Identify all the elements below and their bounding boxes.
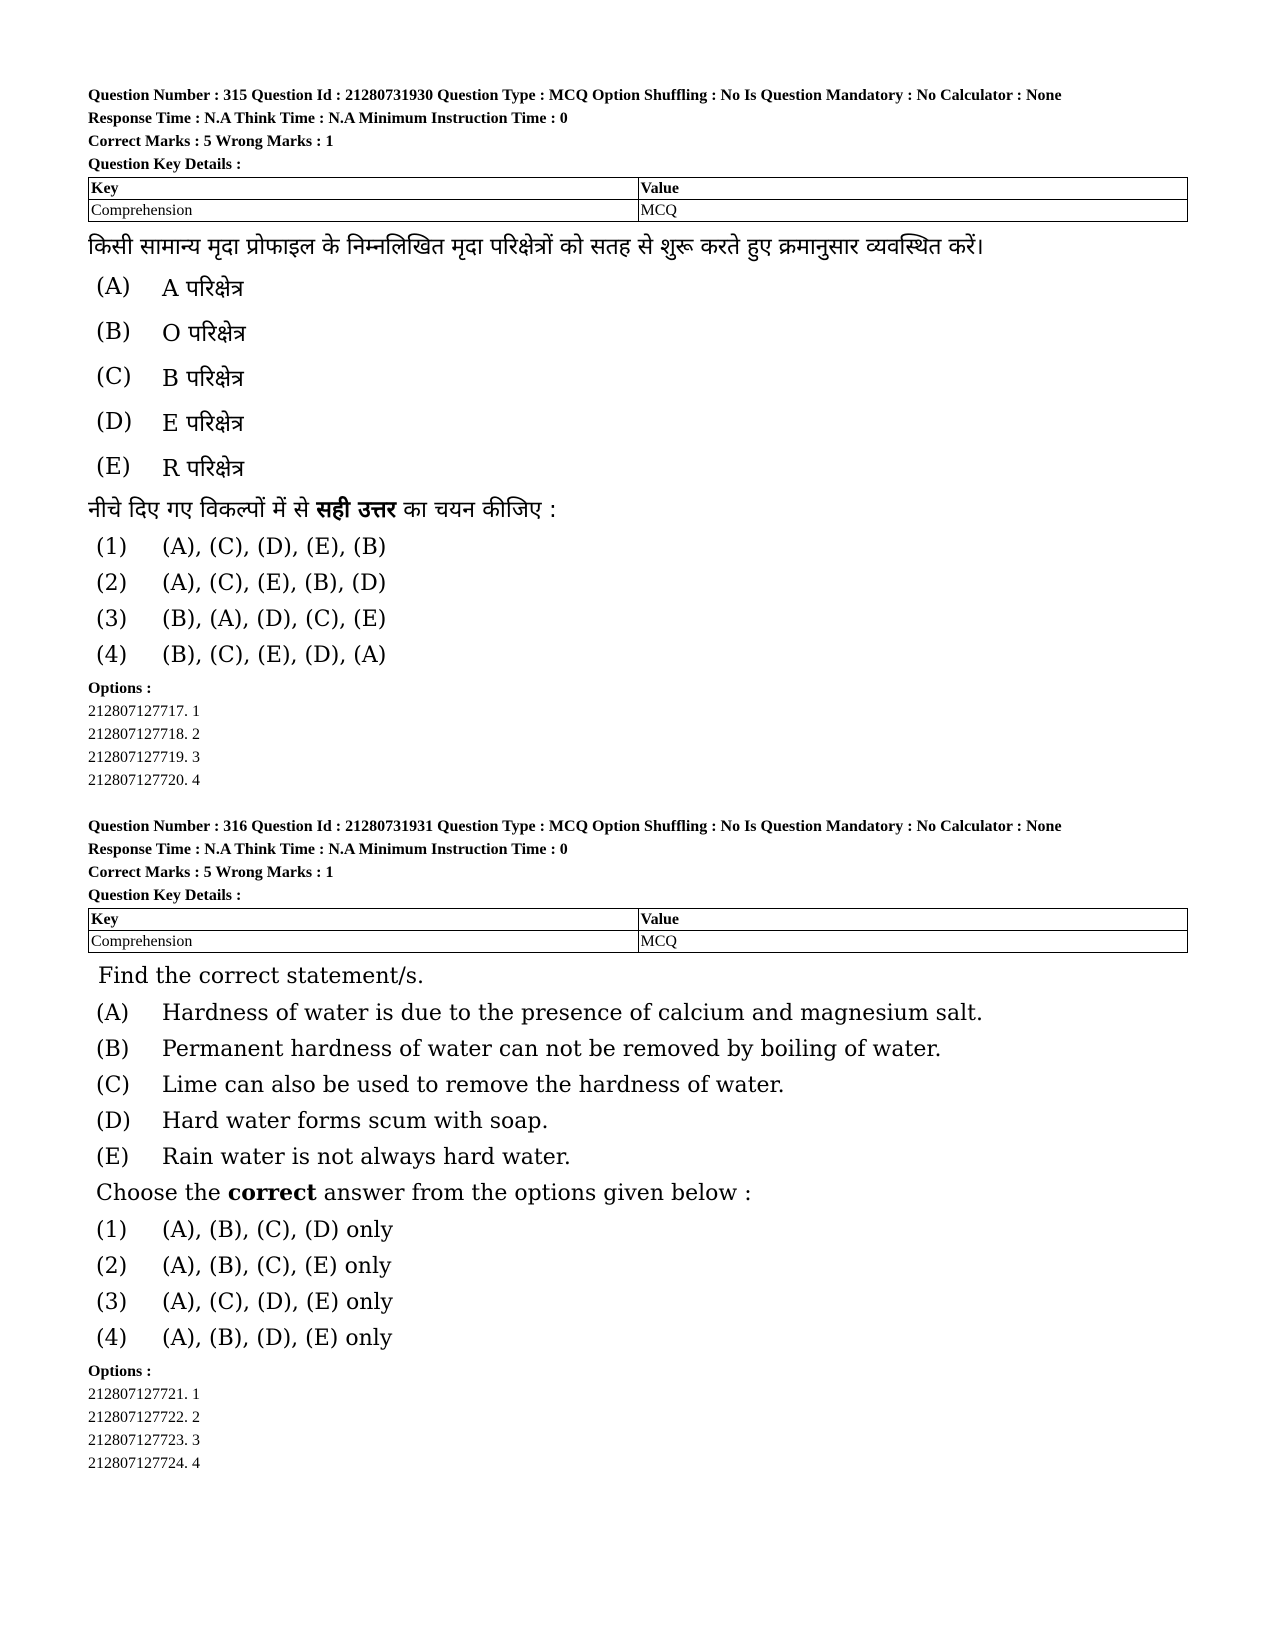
answer-instruction (88, 1175, 1188, 1212)
statement-item (96, 264, 1188, 309)
statement-label: (C) (96, 363, 132, 390)
table-row (89, 931, 1188, 953)
answer-choice-text: (A), (C), (E), (B), (D) (162, 570, 387, 596)
option-id: 212807127720. 4 (88, 772, 200, 789)
statement-text: R परिक्षेत्र (162, 455, 245, 482)
statement-label: (E) (96, 1144, 130, 1170)
table-cell-value: MCQ (638, 200, 1188, 222)
question-key-table (88, 177, 1188, 222)
question-block-315 (88, 84, 1188, 792)
answer-choice (96, 529, 1188, 565)
statement-list (96, 264, 1188, 489)
question-stem: किसी सामान्य मृदा प्रोफाइल के निम्नलिखित मृदा परिक्षेत्रों को सतह से शुरू करते हुए क्रमानुसार व्यवस्थित करें। (88, 234, 984, 260)
instruction-emphasis: सही उत्तर (316, 497, 396, 523)
instruction-text: नीचे दिए गए विकल्पों में से (88, 497, 317, 523)
statement-item (96, 444, 1188, 489)
answer-choice-text: (B), (A), (D), (C), (E) (162, 606, 387, 632)
statement-label: (B) (96, 318, 131, 345)
table-header-value: Value (638, 178, 1188, 200)
options-label: Options : (88, 680, 152, 697)
question-key-details-label: Question Key Details : (88, 887, 242, 904)
statement-item (96, 1067, 1188, 1103)
option-id: 212807127719. 3 (88, 749, 200, 766)
answer-choice-text: (A), (C), (D), (E) only (162, 1289, 393, 1315)
statement-text: A परिक्षेत्र (162, 275, 244, 302)
option-id: 212807127722. 2 (88, 1409, 200, 1426)
table-header-key: Key (89, 909, 639, 931)
statement-item (96, 309, 1188, 354)
question-timing-line: Response Time : N.A Think Time : N.A Minimum Instruction Time : 0 (88, 110, 568, 127)
answer-choice-label: (4) (96, 1325, 128, 1351)
answer-choice-label: (4) (96, 642, 128, 668)
question-marks: Correct Marks : 5 Wrong Marks : 1 (88, 864, 334, 881)
answer-choice (96, 1248, 1188, 1284)
answer-instruction (88, 491, 1188, 529)
answer-choice-label: (1) (96, 1217, 128, 1243)
statement-item (96, 354, 1188, 399)
table-header-row (89, 909, 1188, 931)
statement-text: Permanent hardness of water can not be removed by boiling of water. (162, 1036, 942, 1062)
table-cell-key: Comprehension (89, 200, 639, 222)
answer-choice (96, 1320, 1188, 1356)
statement-item (96, 1139, 1188, 1175)
statement-item (96, 995, 1188, 1031)
option-id: 212807127718. 2 (88, 726, 200, 743)
answer-choice-label: (2) (96, 1253, 128, 1279)
answer-choice-list (96, 529, 1188, 673)
statement-label: (E) (96, 453, 131, 480)
answer-choice-label: (2) (96, 570, 128, 596)
statement-text: Hard water forms scum with soap. (162, 1108, 549, 1134)
question-stem: Find the correct statement/s. (98, 964, 425, 989)
instruction-text: का चयन कीजिए : (396, 497, 557, 523)
table-header-row (89, 178, 1188, 200)
table-cell-key: Comprehension (89, 931, 639, 953)
statement-item (96, 399, 1188, 444)
answer-choice-label: (3) (96, 1289, 128, 1315)
table-cell-value: MCQ (638, 931, 1188, 953)
statement-text: Hardness of water is due to the presence of calcium and magnesium salt. (162, 1000, 983, 1026)
statement-label: (C) (96, 1072, 130, 1098)
answer-choice-text: (B), (C), (E), (D), (A) (162, 642, 387, 668)
option-id: 212807127717. 1 (88, 703, 200, 720)
statement-label: (B) (96, 1036, 130, 1062)
question-marks: Correct Marks : 5 Wrong Marks : 1 (88, 133, 334, 150)
answer-choice (96, 601, 1188, 637)
statement-text: Lime can also be used to remove the hardness of water. (162, 1072, 785, 1098)
answer-choice-label: (1) (96, 534, 128, 560)
statement-text: Rain water is not always hard water. (162, 1144, 571, 1170)
statement-list (96, 995, 1188, 1175)
question-block-316 (88, 815, 1188, 1475)
statement-item (96, 1103, 1188, 1139)
answer-choice-text: (A), (B), (D), (E) only (162, 1325, 393, 1351)
option-id: 212807127723. 3 (88, 1432, 200, 1449)
answer-choice-text: (A), (B), (C), (D) only (162, 1217, 394, 1243)
statement-label: (D) (96, 408, 133, 435)
instruction-emphasis: correct (227, 1180, 317, 1206)
option-id: 212807127721. 1 (88, 1386, 200, 1403)
table-header-key: Key (89, 178, 639, 200)
instruction-text: Choose the (96, 1181, 228, 1206)
statement-text: O परिक्षेत्र (162, 320, 246, 347)
answer-choice-text: (A), (B), (C), (E) only (162, 1253, 392, 1279)
question-meta-line: Question Number : 315 Question Id : 21280731930 Question Type : MCQ Option Shuffling : No Is Question Mandatory : No Calculator : None (88, 87, 1062, 104)
statement-label: (A) (96, 1000, 130, 1026)
answer-choice-list (96, 1212, 1188, 1356)
option-id: 212807127724. 4 (88, 1455, 200, 1472)
statement-item (96, 1031, 1188, 1067)
instruction-text: answer from the options given below : (316, 1181, 752, 1206)
question-key-table (88, 908, 1188, 953)
statement-label: (D) (96, 1108, 131, 1134)
answer-choice-text: (A), (C), (D), (E), (B) (162, 534, 387, 560)
table-header-value: Value (638, 909, 1188, 931)
answer-choice (96, 565, 1188, 601)
table-row (89, 200, 1188, 222)
statement-text: B परिक्षेत्र (162, 365, 244, 392)
statement-label: (A) (96, 273, 131, 300)
question-key-details-label: Question Key Details : (88, 156, 242, 173)
answer-choice (96, 1212, 1188, 1248)
answer-choice (96, 1284, 1188, 1320)
options-label: Options : (88, 1363, 152, 1380)
answer-choice-label: (3) (96, 606, 128, 632)
answer-choice (96, 637, 1188, 673)
question-timing-line: Response Time : N.A Think Time : N.A Minimum Instruction Time : 0 (88, 841, 568, 858)
statement-text: E परिक्षेत्र (162, 410, 244, 437)
question-meta-line: Question Number : 316 Question Id : 21280731931 Question Type : MCQ Option Shuffling : No Is Question Mandatory : No Calculator : None (88, 818, 1062, 835)
